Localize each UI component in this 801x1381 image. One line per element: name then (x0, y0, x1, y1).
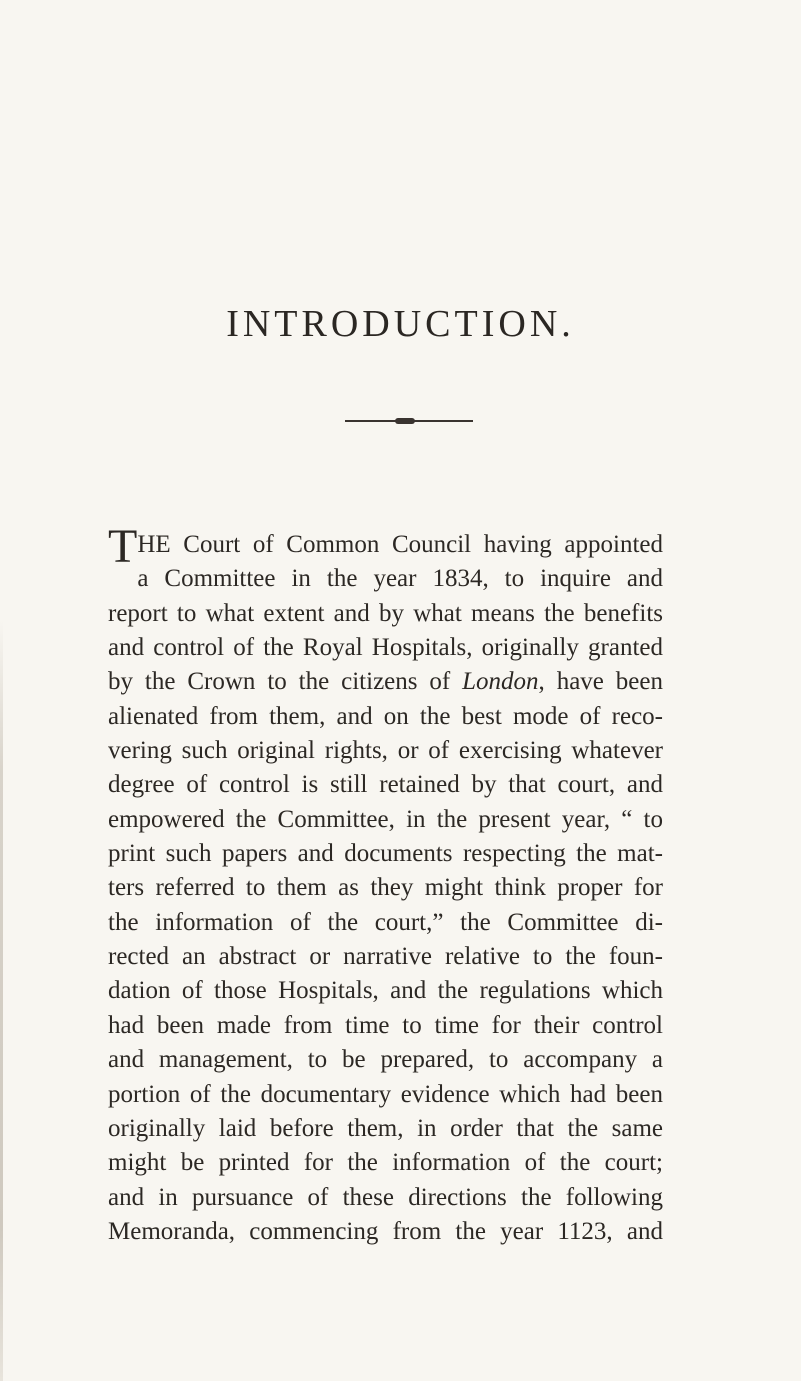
text-line: a Committee in the year 1834, to inquire and (137, 565, 663, 593)
text-line (108, 665, 663, 699)
text-line: and control of the Royal Hospitals, originally granted (108, 634, 663, 662)
page-title: INTRODUCTION. (226, 303, 575, 345)
text-line: Memoranda, commencing from the year 1123, and (108, 1217, 663, 1245)
text-line: had been made from time to time for their control (108, 1011, 663, 1039)
text-line: vering such original rights, or of exercising whatever (108, 737, 663, 765)
text-segment: by the Crown to the citizens of (108, 668, 463, 696)
text-line: empowered the Committee, in the present year, “ to (108, 805, 663, 833)
body-paragraph (108, 520, 664, 1249)
text-line: dation of those Hospitals, and the regulations which (108, 977, 663, 1005)
text-line: might be printed for the information of the court; (108, 1149, 663, 1177)
text-line: rected an abstract or narrative relative to the foun- (108, 943, 663, 971)
ornamental-rule (345, 420, 473, 422)
text-line: the information of the court,” the Committee di- (108, 908, 663, 936)
page-edge-shadow (0, 620, 3, 1381)
text-line: and in pursuance of these directions the following (108, 1183, 663, 1211)
text-line: HE Court of Common Council having appointed (137, 531, 663, 558)
text-line: ters referred to them as they might think proper for (108, 874, 663, 902)
text-line: print such papers and documents respecting the mat- (108, 840, 663, 868)
drop-cap: T (108, 520, 138, 573)
text-line: portion of the documentary evidence which had been (108, 1080, 663, 1108)
italic-place-name: London (462, 668, 539, 696)
text-line: degree of control is still retained by that court, and (108, 771, 663, 799)
text-line: report to what extent and by what means the benefits (108, 599, 663, 627)
text-line: and management, to be prepared, to accompany a (108, 1046, 663, 1074)
text-line: alienated from them, and on the best mode of reco- (108, 702, 663, 730)
text-line: originally laid before them, in order that the same (108, 1114, 663, 1142)
text-segment: , have been (538, 668, 664, 696)
